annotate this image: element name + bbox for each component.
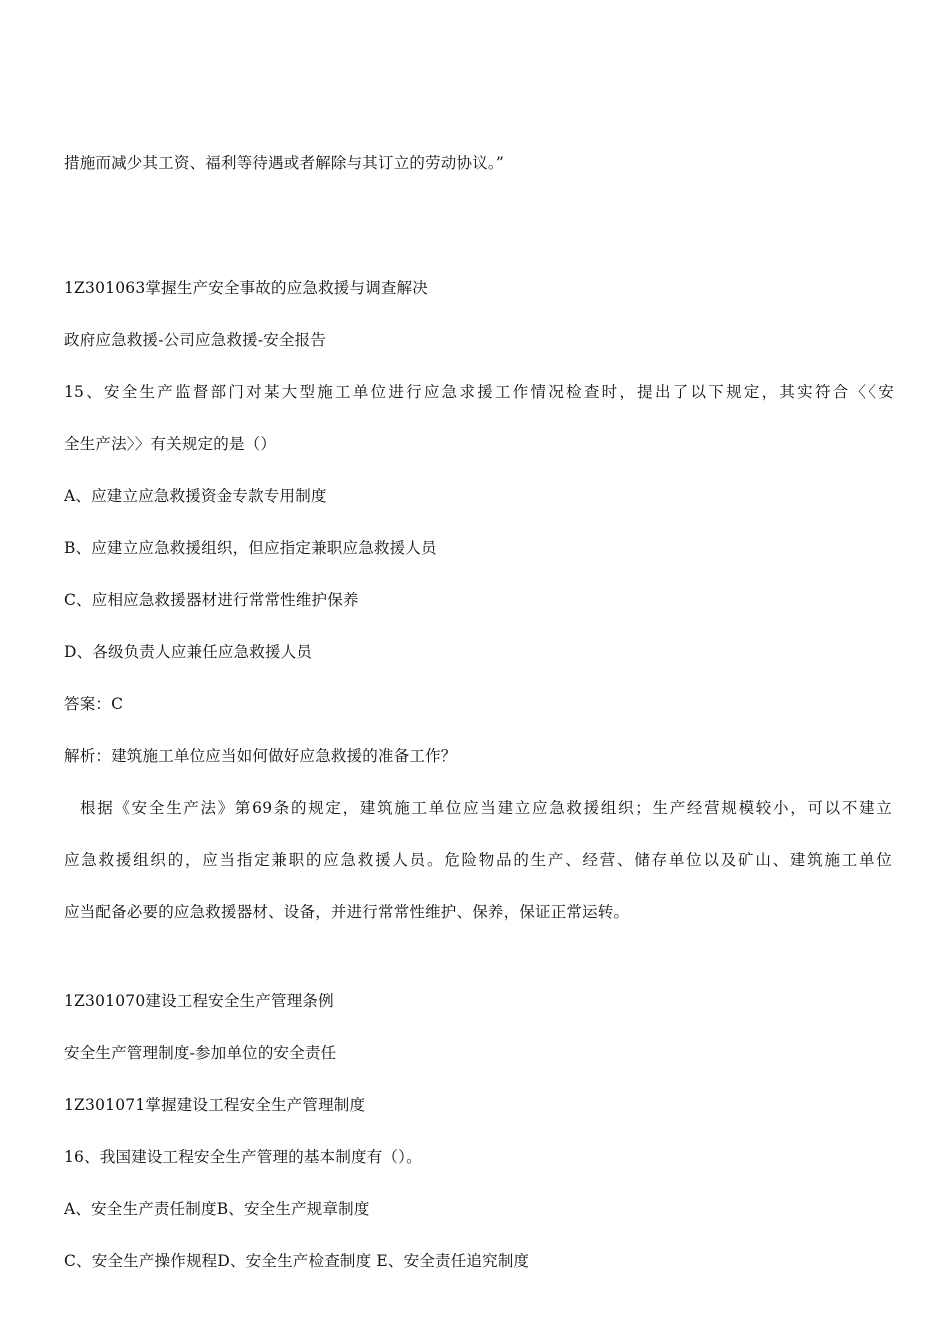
question-16-text: 16、我国建设工程安全生产管理的基本制度有（）。 <box>64 1148 422 1166</box>
text-line-continuation: 措施而减少其工资、福利等待遇或者解除与其订立的劳动协议。” <box>64 154 504 172</box>
analysis-paragraph-line-1: 根据《安全生产法》第69条的规定，建筑施工单位应当建立应急救援组织；生产经营规模较小，可以不建立 <box>80 799 892 817</box>
analysis-paragraph-line-2: 应急救援组织的，应当指定兼职的应急救援人员。危险物品的生产、经营、储存单位以及矿山、建筑施工单位 <box>64 851 892 869</box>
question-15-text-cont: 全生产法〉〉有关规定的是（） <box>64 435 277 453</box>
section-subheading-2: 安全生产管理制度-参加单位的安全责任 <box>64 1044 337 1062</box>
question-16-options-ab: A、安全生产责任制度B、安全生产规章制度 <box>64 1200 370 1218</box>
answer: 答案：C <box>64 695 124 713</box>
section-heading-1z301070: 1Z301070建设工程安全生产管理条例 <box>64 992 334 1010</box>
section-heading-1z301063: 1Z301063掌握生产安全事故的应急救援与调查解决 <box>64 279 429 297</box>
option-b: B、应建立应急救援组织，但应指定兼职应急救援人员 <box>64 539 437 557</box>
section-subheading: 政府应急救援-公司应急救援-安全报告 <box>64 331 327 349</box>
analysis-paragraph-line-3: 应当配备必要的应急救援器材、设备，并进行常常性维护、保养，保证正常运转。 <box>64 903 630 921</box>
analysis-heading: 解析：建筑施工单位应当如何做好应急救援的准备工作？ <box>64 747 457 765</box>
option-d: D、各级负责人应兼任应急救援人员 <box>64 643 313 661</box>
question-15-text: 15、安全生产监督部门对某大型施工单位进行应急求援工作情况检查时，提出了以下规定，其实符合〈〈安 <box>64 383 894 401</box>
option-a: A、应建立应急救援资金专款专用制度 <box>64 487 327 505</box>
question-16-options-cde: C、安全生产操作规程D、安全生产检查制度 E、安全责任追究制度 <box>64 1252 530 1270</box>
section-heading-1z301071: 1Z301071掌握建设工程安全生产管理制度 <box>64 1096 366 1114</box>
option-c: C、应相应急救援器材进行常常性维护保养 <box>64 591 359 609</box>
